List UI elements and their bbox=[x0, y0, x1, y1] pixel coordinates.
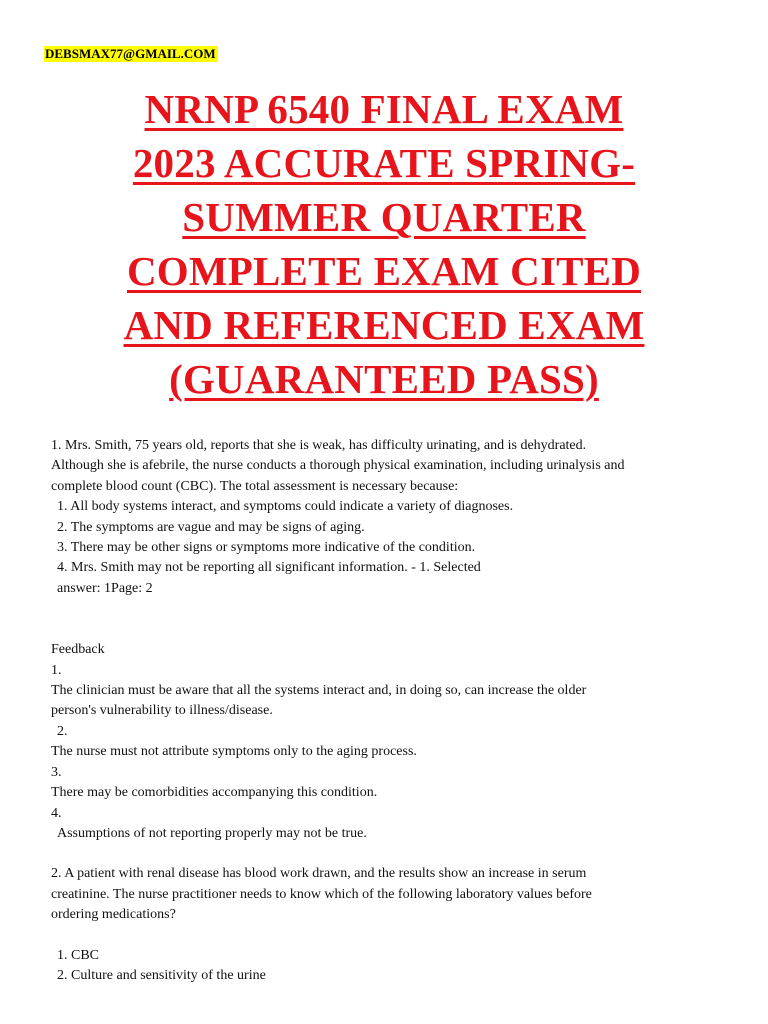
question-stem-line: ordering medications? bbox=[51, 907, 176, 923]
feedback-text: Assumptions of not reporting properly may not be true. bbox=[57, 825, 367, 841]
author-email: DEBSMAX77@GMAIL.COM bbox=[45, 46, 216, 61]
document-title bbox=[40, 82, 728, 406]
title-line: SUMMER QUARTER bbox=[182, 194, 586, 240]
answer-option: 1. All body systems interact, and symptoms could indicate a variety of diagnoses. bbox=[57, 499, 514, 515]
feedback-number: 3. bbox=[51, 764, 62, 780]
feedback-text: There may be comorbidities accompanying this condition. bbox=[51, 785, 378, 801]
answer-option: 2. The symptoms are vague and may be signs of aging. bbox=[57, 519, 365, 535]
document-body bbox=[51, 436, 731, 986]
feedback-number: 4. bbox=[51, 805, 62, 821]
question-1 bbox=[51, 436, 731, 599]
title-line: 2023 ACCURATE SPRING- bbox=[132, 140, 636, 186]
title-line: COMPLETE EXAM CITED bbox=[126, 248, 642, 294]
question-2 bbox=[51, 864, 731, 986]
feedback-text: person's vulnerability to illness/disease. bbox=[51, 703, 273, 719]
answer-option: 2. Culture and sensitivity of the urine bbox=[57, 967, 266, 983]
feedback-number: 1. bbox=[51, 662, 62, 678]
feedback-heading: Feedback bbox=[51, 642, 105, 658]
title-line: AND REFERENCED EXAM bbox=[123, 302, 645, 348]
question-stem-line: 2. A patient with renal disease has blood work drawn, and the results show an increase in serum bbox=[51, 866, 587, 882]
title-line: (GUARANTEED PASS) bbox=[169, 356, 599, 402]
answer-option: 3. There may be other signs or symptoms more indicative of the condition. bbox=[57, 540, 476, 556]
answer-option: 4. Mrs. Smith may not be reporting all significant information. - 1. Selected bbox=[57, 560, 481, 576]
answer-option: 1. CBC bbox=[57, 947, 100, 963]
feedback-text: The clinician must be aware that all the systems interact and, in doing so, can increase the older bbox=[51, 683, 587, 699]
title-line: NRNP 6540 FINAL EXAM bbox=[144, 86, 624, 132]
feedback-section bbox=[51, 640, 731, 844]
question-stem-line: Although she is afebrile, the nurse conducts a thorough physical examination, including urinalysis and bbox=[51, 458, 625, 474]
question-stem-line: complete blood count (CBC). The total assessment is necessary because: bbox=[51, 478, 459, 494]
selected-answer: answer: 1Page: 2 bbox=[57, 580, 153, 596]
question-stem-line: creatinine. The nurse practitioner needs to know which of the following laboratory values before bbox=[51, 886, 592, 902]
question-stem-line: 1. Mrs. Smith, 75 years old, reports that she is weak, has difficulty urinating, and is dehydrated. bbox=[51, 438, 587, 453]
feedback-number: 2. bbox=[57, 723, 68, 739]
feedback-text: The nurse must not attribute symptoms only to the aging process. bbox=[51, 744, 417, 760]
